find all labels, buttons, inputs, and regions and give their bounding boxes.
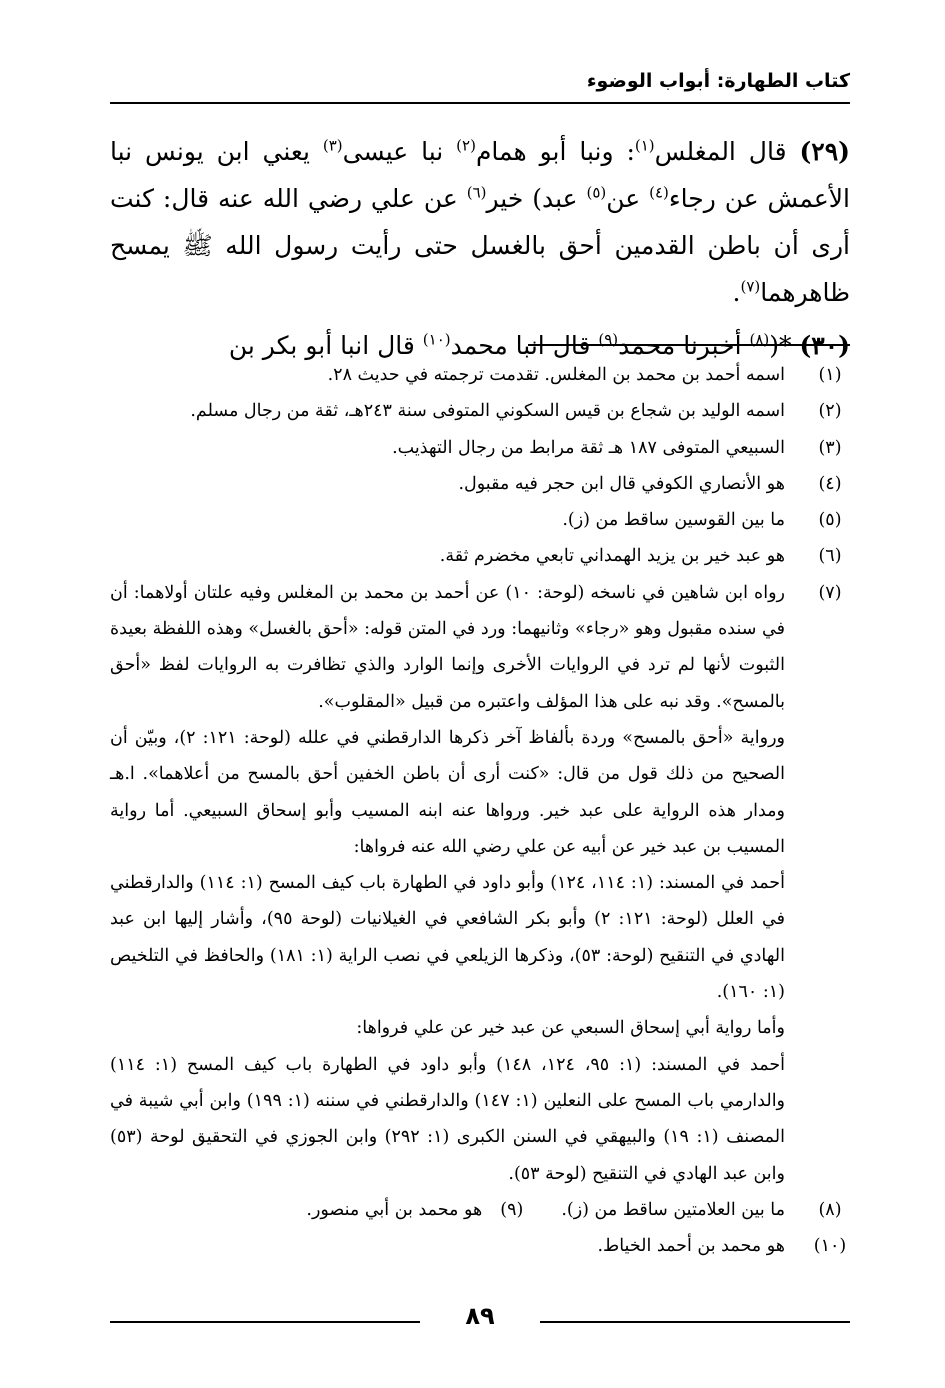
- hadith-text: عبد) خير: [486, 184, 587, 213]
- footnote-number: (٤): [818, 473, 842, 494]
- footer-rule-left: [110, 1321, 420, 1323]
- hadith-text: قال انبا أبو بكر بن: [228, 331, 423, 360]
- footnote-text: هو الأنصاري الكوفي قال ابن حجر فيه مقبول.: [458, 473, 785, 494]
- footnotes: [110, 357, 850, 1264]
- footnote-6: [110, 538, 850, 574]
- footnote-5: [110, 502, 850, 538]
- footnote-text: اسمه أحمد بن محمد بن المغلس. تقدمت ترجمته في حديث ٢٨.: [327, 365, 785, 385]
- footnote-7: [110, 575, 850, 1192]
- hadith-text: : ونبا أبو همام: [475, 137, 635, 166]
- footnote-number: (٣): [818, 437, 842, 458]
- footnote-8-9: [110, 1192, 850, 1228]
- hadith-29: [110, 128, 850, 316]
- header-title: كتاب الطهارة: أبواب الوضوء: [586, 70, 850, 92]
- footnote-ref[interactable]: (١): [634, 136, 655, 155]
- footnote-ref[interactable]: (٤): [649, 183, 669, 202]
- hadith-text: *(: [769, 331, 800, 360]
- footnote-10: [110, 1228, 850, 1264]
- hadith-text: أخبرنا محمد: [618, 331, 750, 360]
- hadith-text: يعني ابن يونس نبا الأعمش عن رجاء: [110, 137, 850, 213]
- footnote-3: [110, 430, 850, 466]
- footnote-number: (١٠): [813, 1236, 847, 1257]
- footnote-4: [110, 466, 850, 502]
- footnote-paragraph: ورواية «أحق بالمسح» وردة بألفاظ آخر ذكرها الدارقطني في علله (لوحة: ١٢١: ٢)، وبيّن أن الصحيح من ذلك قول من قال: «كنت أرى أن باطن الخفين أحق بالمسح من أعلاهما». ا.هـ ومدار هذه الرواية على عبد خير. ورواها عنه ابنه المسيب وأبو إسحاق السبيعي. أما رواية المسيب بن عبد خير عن أبيه عن علي رضي الله عنه فرواها:: [110, 727, 785, 857]
- page-footer: [110, 1300, 850, 1340]
- footnote-paragraph: وأما رواية أبي إسحاق السبعي عن عبد خير عن علي فرواها:: [356, 1018, 785, 1039]
- page-number: ٨٩: [465, 1302, 495, 1330]
- footnote-number: (٧): [818, 582, 842, 603]
- footnote-ref[interactable]: (٦): [466, 183, 487, 202]
- hadith-text: نبا عيسى: [342, 137, 457, 166]
- footnote-2: [110, 393, 850, 429]
- hadith-text: عن: [606, 184, 650, 213]
- hadith-text: قال المغلس: [654, 137, 800, 166]
- footnote-text: السبيعي المتوفى ١٨٧ هـ ثقة مرابط من رجال التهذيب.: [392, 437, 785, 458]
- footnote-number: (٨): [818, 1199, 842, 1220]
- footnote-number: (٢): [818, 401, 842, 422]
- footnote-text: ما بين القوسين ساقط من (ز).: [562, 510, 785, 531]
- footer-rule-right: [540, 1321, 850, 1323]
- footnote-ref[interactable]: (١٠): [422, 330, 451, 349]
- footnote-number: (٥): [818, 510, 842, 531]
- footnote-text: اسمه الوليد بن شجاع بن قيس السكوني المتوفى سنة ٢٤٣هـ، ثقة من رجال مسلم.: [190, 401, 785, 422]
- footnote-text: هو محمد بن أحمد الخياط.: [597, 1236, 785, 1257]
- running-header: [110, 66, 850, 104]
- footnote-text: هو محمد بن أبي منصور.: [306, 1199, 483, 1220]
- footnote-ref[interactable]: (٢): [456, 136, 476, 155]
- footnote-ref[interactable]: (٨): [749, 330, 770, 349]
- hadith-number: (٣٠): [799, 331, 850, 360]
- footnote-paragraph: رواه ابن شاهين في ناسخه (لوحة: ١٠) عن أحمد بن محمد بن المغلس وفيه علتان أولاهما: أن في سنده مقبول وهو «رجاء» وثانيهما: ورد في المتن قوله: «أحق بالغسل» وهذه اللفظة بعيدة الثبوت لأنها لم ترد في الروايات الأخرى وإنما الوارد والذي تظافرت به الروايات لفظ «أحق بالمسح». وقد نبه على هذا المؤلف واعتبره من قبيل «المقلوب».: [110, 582, 785, 712]
- footnote-text: هو عبد خير بن يزيد الهمداني تابعي مخضرم ثقة.: [439, 546, 785, 567]
- hadith-number: (٢٩): [799, 137, 850, 166]
- hadith-text: قال انبا محمد: [450, 331, 599, 360]
- hadith-text: عن علي رضي الله عنه قال: كنت أرى أن باطن القدمين أحق بالغسل حتى رأيت رسول الله ﷺ يمسح ظاهرهما: [110, 184, 850, 307]
- footnote-ref[interactable]: (٥): [586, 183, 607, 202]
- footnote-paragraph: أحمد في المسند: (١: ١١٤، ١٢٤) وأبو داود في الطهارة باب كيف المسح (١: ١١٤) والدارقطني في العلل (لوحة: ١٢١: ٢) وأبو بكر الشافعي في الغيلانيات (لوحة ٩٥)، وأشار إليها ابن عبد الهادي في التنقيح (لوحة: ٥٣)، وذكرها الزيلعي في نصب الراية (١: ١٨١) والحافظ في التلخيص (١: ١٦٠).: [110, 873, 785, 1003]
- main-text: [110, 128, 850, 369]
- footnote-number: (١): [818, 365, 842, 385]
- footnote-ref[interactable]: (٧): [740, 277, 761, 296]
- footnote-text: ما بين العلامتين ساقط من (ز).: [561, 1199, 785, 1220]
- footnote-ref[interactable]: (٣): [322, 136, 343, 155]
- hadith-text: .: [732, 278, 741, 307]
- footnote-1: [110, 357, 850, 393]
- footnote-separator: [528, 344, 850, 346]
- footnote-number: (٩): [500, 1199, 524, 1220]
- footnote-paragraph: أحمد في المسند: (١: ٩٥، ١٢٤، ١٤٨) وأبو داود في الطهارة باب كيف المسح (١: ١١٤) والدارمي باب المسح على النعلين (١: ١٤٧) والدارقطني في سننه (١: ١٩٩) وابن أبي شيبة في المصنف (١: ١٩) والبيهقي في السنن الكبرى (١: ٢٩٢) وابن الجوزي في التحقيق لوحة (٥٣) وابن عبد الهادي في التنقيح (لوحة ٥٣).: [110, 1054, 786, 1184]
- footnote-ref[interactable]: (٩): [598, 330, 619, 349]
- footnote-number: (٦): [818, 546, 842, 567]
